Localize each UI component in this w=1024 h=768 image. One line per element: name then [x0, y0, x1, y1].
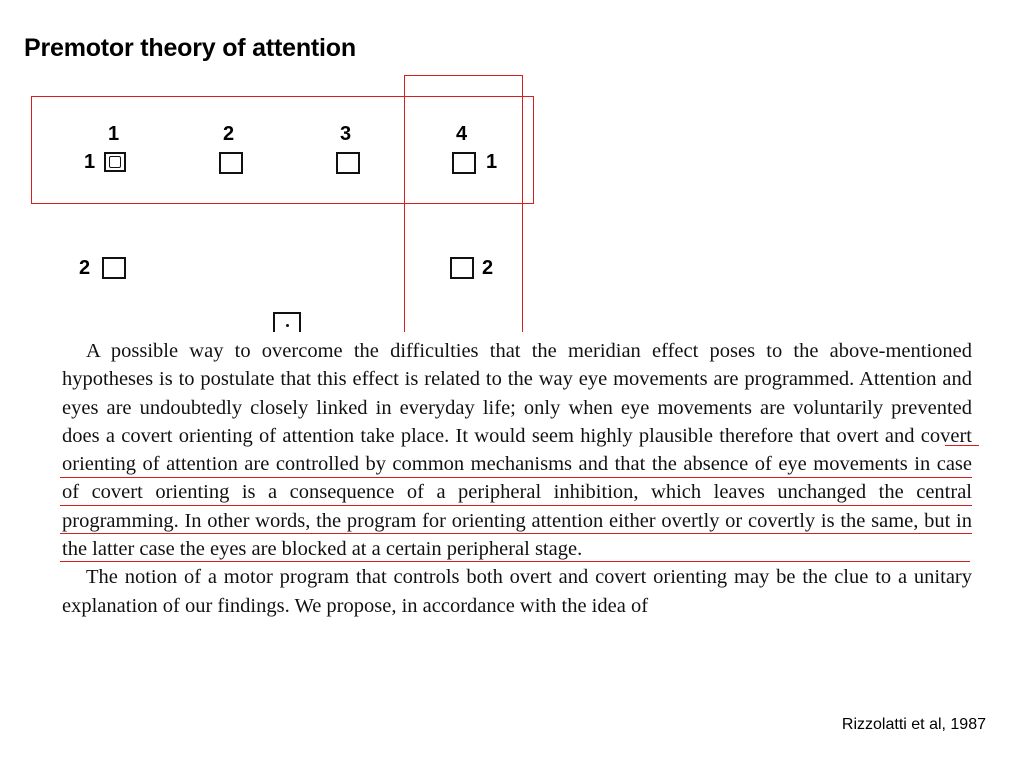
underline-2	[60, 477, 972, 478]
slide-title: Premotor theory of attention	[24, 34, 356, 62]
column-number-2: 2	[223, 123, 235, 145]
column-number-4: 4	[456, 123, 468, 145]
row-number-right-1: 1	[486, 151, 498, 173]
paragraph-1: A possible way to overcome the difficulties that the meridian effect poses to the above-mentioned hypotheses is to postulate that this effect is related to the way eye movements are programmed. Attention and eyes are undoubtedly closely linked in everyday life; only when eye movements are voluntarily prevented does a covert orienting of attention take place. It would seem highly plausible therefore that overt and covert orienting of attention are controlled by common mechanisms and that the absence of eye movements in case of covert orienting is a consequence of a peripheral inhibition, which leaves unchanged the central programming. In other words, the program for orienting attention either overtly or covertly is the same, but in the latter case the eyes are blocked at a certain peripheral stage.	[62, 340, 972, 561]
row-number-left-2: 2	[79, 257, 91, 279]
highlight-column-rectangle	[404, 75, 523, 337]
citation: Rizzolatti et al, 1987	[841, 716, 986, 733]
underline-1	[945, 445, 979, 446]
row-number-right-2: 2	[482, 257, 494, 279]
column-number-3: 3	[340, 123, 352, 145]
underline-3	[60, 505, 972, 506]
underline-5	[60, 561, 970, 562]
spatial-cueing-diagram	[0, 0, 1024, 335]
paragraph-2: The notion of a motor program that controls both overt and covert orienting may be the clue to a unitary explanation of our findings. We propose, in accordance with the idea of	[62, 566, 972, 617]
underline-4	[60, 533, 972, 534]
column-number-1: 1	[108, 123, 120, 145]
dot-icon	[286, 324, 289, 327]
row-number-left-1: 1	[84, 151, 96, 173]
paper-excerpt	[62, 337, 972, 620]
target-box-left-2	[102, 257, 126, 279]
